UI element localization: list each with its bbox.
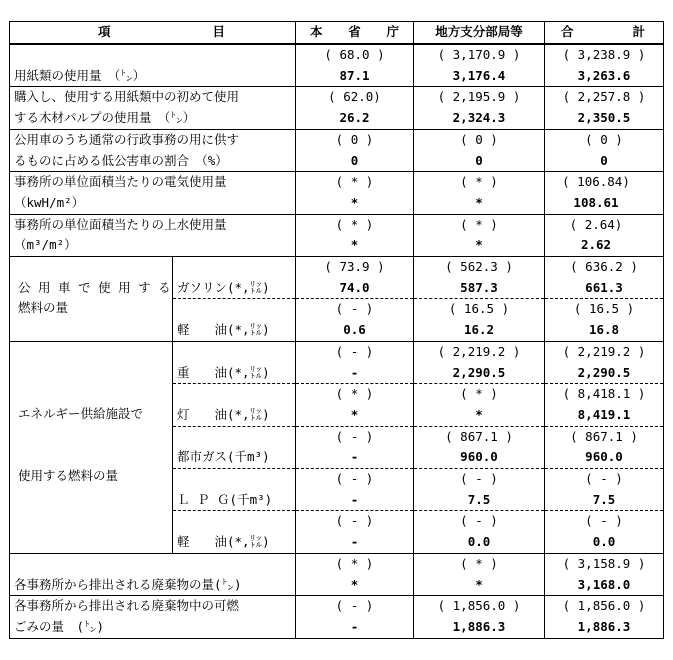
fuel-type-spacer [173,257,296,278]
prev-value: ( * ) [296,384,414,405]
current-value: * [296,575,414,596]
prev-value: ( * ) [414,553,545,574]
table-row [10,108,664,129]
current-value: 8,419.1 [545,405,664,426]
fuel-type-spacer [173,384,296,405]
row-label-2: する木材パルプの使用量 （㌧） [10,108,296,129]
prev-value: ( * ) [296,553,414,574]
current-value: 3,176.4 [414,66,545,87]
current-value: 16.8 [545,320,664,341]
row-label-2: （m³/m²） [10,235,296,256]
current-value: 2.62 [545,235,664,256]
prev-value: ( - ) [296,469,414,490]
current-value: 0.0 [414,532,545,553]
prev-value: ( * ) [296,214,414,235]
current-value: 108.61 [545,193,664,214]
fuel-type-label: 軽 油(*,㍑) [173,320,296,341]
prev-value: ( - ) [545,469,664,490]
prev-value: ( 106.84) [545,172,664,193]
current-value: 1,886.3 [414,617,545,638]
statistics-table-frame [9,21,663,642]
row-label-2: 各事務所から排出される廃棄物の量(㌧) [10,575,296,596]
prev-value: ( 2,219.2 ) [545,341,664,362]
row-label-2: 用紙類の使用量 （㌧） [10,66,296,87]
table-row [10,341,664,362]
table-row [10,575,664,596]
prev-value: ( - ) [296,341,414,362]
prev-value: ( 0 ) [414,129,545,150]
current-value: - [296,490,414,511]
prev-value: ( 867.1 ) [545,426,664,447]
current-value: 16.2 [414,320,545,341]
energy-fuel-label: エネルギー供給施設で 使用する燃料の量 [10,341,173,553]
header-ministry: 本 省 庁 [296,22,414,45]
prev-value: ( - ) [414,469,545,490]
prev-value: ( - ) [296,426,414,447]
header-total: 合 計 [545,22,664,45]
prev-value: ( 3,238.9 ) [545,44,664,66]
current-value: * [414,235,545,256]
prev-value: ( 68.0 ) [296,44,414,66]
prev-value: ( 0 ) [296,129,414,150]
current-value: 0.0 [545,532,664,553]
prev-value: ( 62.0) [296,87,414,108]
table-row [10,214,664,235]
prev-value: ( 2,257.8 ) [545,87,664,108]
prev-value: ( * ) [414,172,545,193]
table-row [10,617,664,638]
current-value: 0 [296,151,414,172]
row-label-1: 公用車のうち通常の行政事務の用に供す [10,129,296,150]
current-value: 2,290.5 [414,363,545,384]
fuel-type-spacer [173,511,296,532]
prev-value: ( 16.5 ) [545,299,664,320]
row-label-1: 事務所の単位面積当たりの電気使用量 [10,172,296,193]
prev-value: ( - ) [296,299,414,320]
fuel-type-spacer [173,341,296,362]
environment-statistics-table [9,21,664,639]
prev-value: ( 73.9 ) [296,257,414,278]
prev-value: ( 636.2 ) [545,257,664,278]
current-value: 1,886.3 [545,617,664,638]
current-value: 7.5 [414,490,545,511]
current-value: * [296,193,414,214]
current-value: - [296,447,414,468]
prev-value: ( 0 ) [545,129,664,150]
row-label-1 [10,44,296,66]
current-value: 661.3 [545,278,664,299]
table-row [10,129,664,150]
current-value: - [296,532,414,553]
row-label-2: ごみの量 (㌧) [10,617,296,638]
fuel-type-spacer [173,469,296,490]
current-value: 587.3 [414,278,545,299]
prev-value: ( 3,170.9 ) [414,44,545,66]
fuel-type-spacer [173,299,296,320]
fuel-type-label: 都市ガス(千m³) [173,447,296,468]
prev-value: ( 1,856.0 ) [545,596,664,617]
prev-value: ( 2,219.2 ) [414,341,545,362]
current-value: 3,168.0 [545,575,664,596]
table-row [10,235,664,256]
row-label-1: 事務所の単位面積当たりの上水使用量 [10,214,296,235]
current-value: 0.6 [296,320,414,341]
current-value: 960.0 [545,447,664,468]
current-value: * [414,193,545,214]
current-value: 0 [414,151,545,172]
current-value: 2,290.5 [545,363,664,384]
prev-value: ( * ) [414,214,545,235]
table-row [10,66,664,87]
prev-value: ( 562.3 ) [414,257,545,278]
table-row [10,44,664,66]
row-label-1: 各事務所から排出される廃棄物中の可燃 [10,596,296,617]
prev-value: ( * ) [414,384,545,405]
header-row [10,22,664,45]
prev-value: ( 2.64) [545,214,664,235]
fuel-type-label: 重 油(*,㍑) [173,363,296,384]
prev-value: ( - ) [296,511,414,532]
current-value: 2,350.5 [545,108,664,129]
prev-value: ( - ) [414,511,545,532]
table-row [10,257,664,278]
current-value: * [414,405,545,426]
prev-value: ( - ) [545,511,664,532]
current-value: 960.0 [414,447,545,468]
current-value: 7.5 [545,490,664,511]
current-value: * [296,405,414,426]
prev-value: ( 16.5 ) [414,299,545,320]
fuel-type-label: 軽 油(*,㍑) [173,532,296,553]
prev-value: ( 3,158.9 ) [545,553,664,574]
table-row [10,596,664,617]
prev-value: ( 8,418.1 ) [545,384,664,405]
current-value: 87.1 [296,66,414,87]
current-value: 26.2 [296,108,414,129]
row-label-1 [10,553,296,574]
current-value: * [414,575,545,596]
current-value: 3,263.6 [545,66,664,87]
fuel-type-label: 灯 油(*,㍑) [173,405,296,426]
row-label-2: （kwH/m²） [10,193,296,214]
fuel-type-label: Ｌ Ｐ Ｇ(千m³) [173,490,296,511]
current-value: 0 [545,151,664,172]
prev-value: ( * ) [296,172,414,193]
table-row [10,553,664,574]
prev-value: ( 1,856.0 ) [414,596,545,617]
header-item: 項 目 [10,22,296,45]
current-value: - [296,363,414,384]
prev-value: ( - ) [296,596,414,617]
table-row [10,151,664,172]
table-row [10,193,664,214]
current-value: 74.0 [296,278,414,299]
fuel-type-spacer [173,426,296,447]
prev-value: ( 867.1 ) [414,426,545,447]
table-row [10,87,664,108]
row-label-2: るものに占める低公害車の割合 （%） [10,151,296,172]
row-label-1: 購入し、使用する用紙類中の初めて使用 [10,87,296,108]
header-regional: 地方支分部局等 [414,22,545,45]
vehicle-fuel-label: 公 用 車 で 使 用 す る 燃料の量 [10,257,173,342]
current-value: * [296,235,414,256]
current-value: 2,324.3 [414,108,545,129]
fuel-type-label: ガソリン(*,㍑) [173,278,296,299]
prev-value: ( 2,195.9 ) [414,87,545,108]
current-value: - [296,617,414,638]
table-row [10,172,664,193]
